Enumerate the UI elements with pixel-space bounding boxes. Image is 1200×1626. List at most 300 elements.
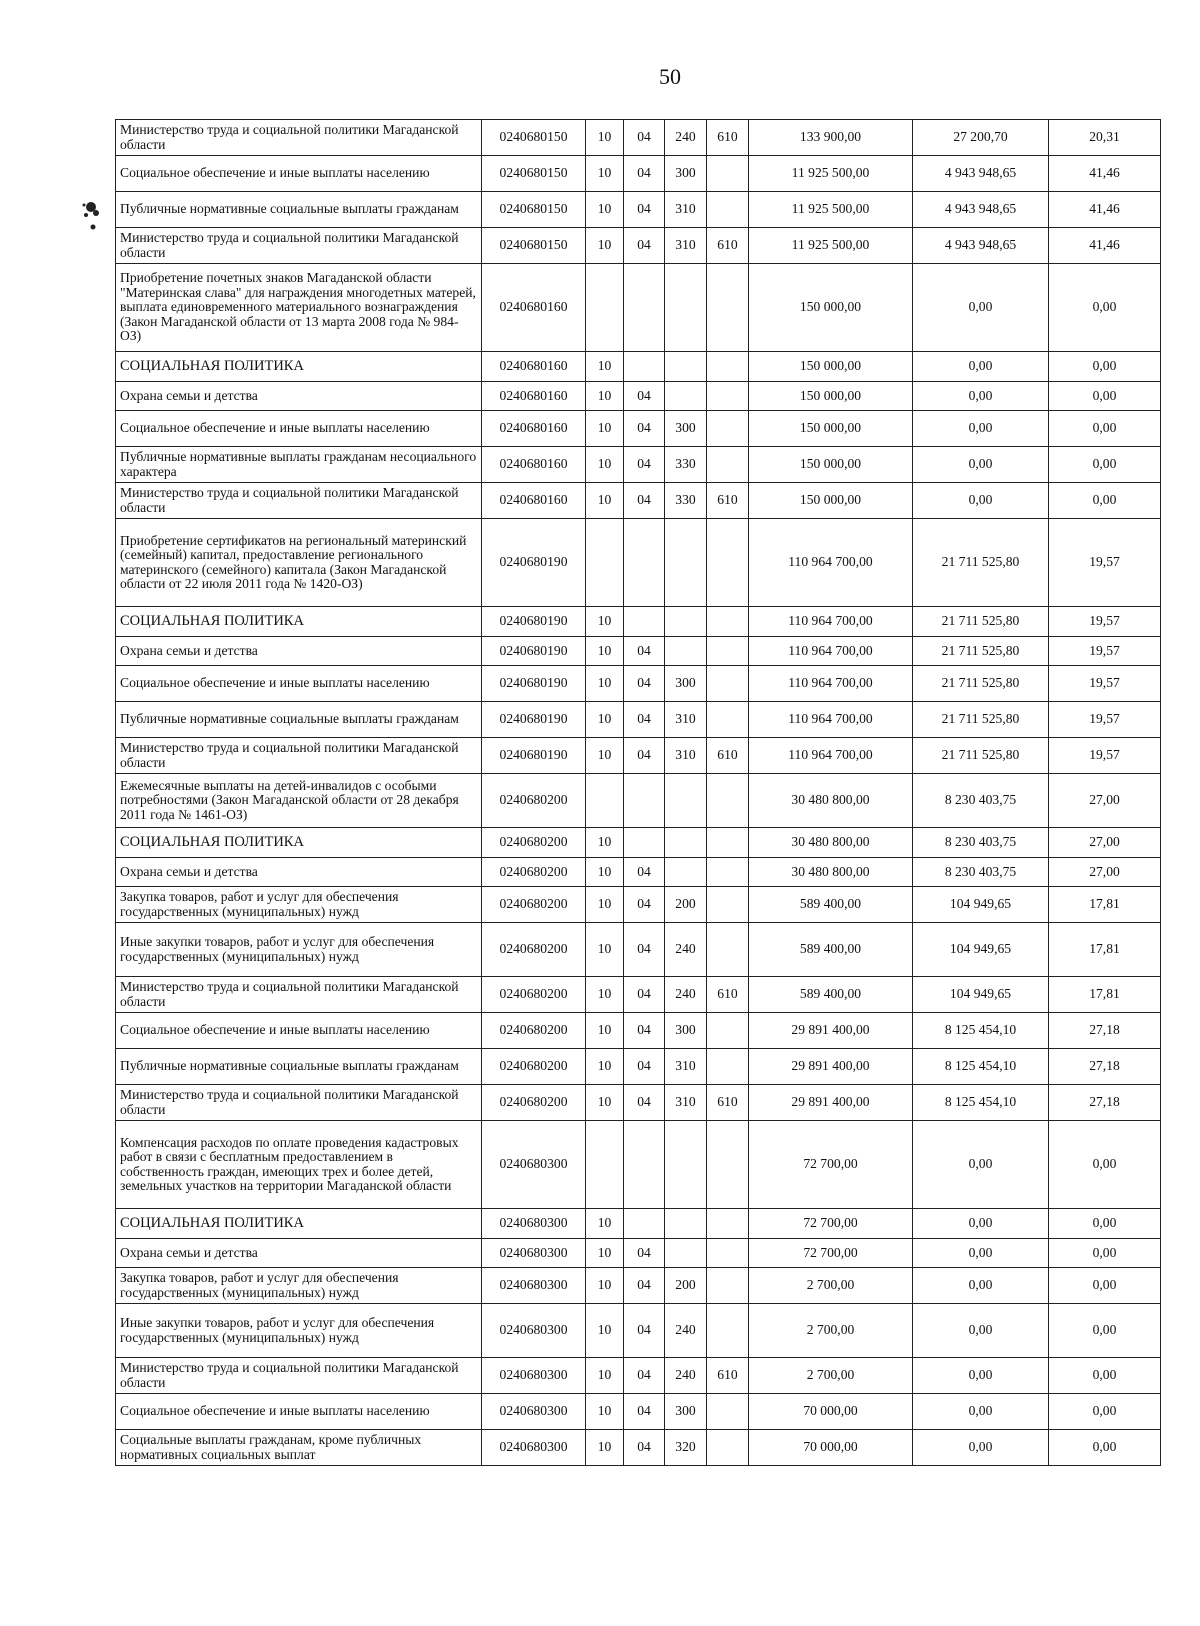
actual-amount-cell: 4 943 948,65 (913, 192, 1049, 228)
percent-cell: 17,81 (1049, 887, 1161, 923)
plan-amount-cell: 70 000,00 (749, 1394, 913, 1430)
expense-type-cell: 300 (665, 156, 707, 192)
section-code-cell: 10 (586, 1430, 624, 1466)
percent-cell: 27,18 (1049, 1085, 1161, 1121)
target-code-cell: 0240680200 (482, 1085, 586, 1121)
subsection-code-cell: 04 (624, 1430, 665, 1466)
plan-amount-cell: 150 000,00 (749, 264, 913, 352)
actual-amount-cell: 21 711 525,80 (913, 607, 1049, 637)
administrator-code-cell (707, 1239, 749, 1268)
table-row (116, 264, 1161, 352)
row-name-cell: Министерство труда и социальной политики Магаданской области (116, 1358, 482, 1394)
actual-amount-cell: 0,00 (913, 411, 1049, 447)
actual-amount-cell: 0,00 (913, 1430, 1049, 1466)
plan-amount-cell: 133 900,00 (749, 120, 913, 156)
actual-amount-cell: 8 125 454,10 (913, 1013, 1049, 1049)
percent-cell: 0,00 (1049, 264, 1161, 352)
actual-amount-cell: 8 125 454,10 (913, 1085, 1049, 1121)
row-name-cell: Закупка товаров, работ и услуг для обеспечения государственных (муниципальных) нужд (116, 1268, 482, 1304)
section-code-cell: 10 (586, 1239, 624, 1268)
percent-cell: 19,57 (1049, 607, 1161, 637)
section-code-cell: 10 (586, 858, 624, 887)
administrator-code-cell (707, 1013, 749, 1049)
percent-cell: 0,00 (1049, 411, 1161, 447)
expense-type-cell (665, 352, 707, 382)
section-code-cell: 10 (586, 637, 624, 666)
section-code-cell: 10 (586, 887, 624, 923)
percent-cell: 27,00 (1049, 858, 1161, 887)
subsection-code-cell: 04 (624, 977, 665, 1013)
subsection-code-cell (624, 1209, 665, 1239)
expense-type-cell: 310 (665, 702, 707, 738)
table-row (116, 120, 1161, 156)
expense-type-cell: 240 (665, 977, 707, 1013)
table-row (116, 1085, 1161, 1121)
row-name-cell: Охрана семьи и детства (116, 858, 482, 887)
target-code-cell: 0240680200 (482, 887, 586, 923)
row-name-cell: Социальные выплаты гражданам, кроме публичных нормативных социальных выплат (116, 1430, 482, 1466)
expense-type-cell (665, 607, 707, 637)
administrator-code-cell (707, 352, 749, 382)
table-row (116, 858, 1161, 887)
actual-amount-cell: 0,00 (913, 1268, 1049, 1304)
subsection-code-cell (624, 519, 665, 607)
actual-amount-cell: 21 711 525,80 (913, 666, 1049, 702)
expense-type-cell: 300 (665, 1013, 707, 1049)
expense-type-cell: 310 (665, 1085, 707, 1121)
subsection-code-cell (624, 607, 665, 637)
section-code-cell: 10 (586, 156, 624, 192)
administrator-code-cell (707, 1049, 749, 1085)
actual-amount-cell: 0,00 (913, 352, 1049, 382)
actual-amount-cell: 0,00 (913, 1209, 1049, 1239)
administrator-code-cell: 610 (707, 483, 749, 519)
row-name-cell: Ежемесячные выплаты на детей-инвалидов с особыми потребностями (Закон Магаданской области от 28 декабря 2011 года № 1461-ОЗ) (116, 774, 482, 828)
table-row (116, 411, 1161, 447)
expense-type-cell (665, 858, 707, 887)
table-row (116, 483, 1161, 519)
section-code-cell: 10 (586, 607, 624, 637)
row-name-cell: Публичные нормативные социальные выплаты гражданам (116, 702, 482, 738)
plan-amount-cell: 2 700,00 (749, 1358, 913, 1394)
row-name-cell: СОЦИАЛЬНАЯ ПОЛИТИКА (116, 828, 482, 858)
expense-type-cell (665, 264, 707, 352)
expense-type-cell (665, 1121, 707, 1209)
administrator-code-cell (707, 1304, 749, 1358)
percent-cell: 27,18 (1049, 1049, 1161, 1085)
table-row (116, 1430, 1161, 1466)
row-name-cell: Министерство труда и социальной политики Магаданской области (116, 977, 482, 1013)
expense-type-cell (665, 519, 707, 607)
administrator-code-cell (707, 447, 749, 483)
administrator-code-cell: 610 (707, 120, 749, 156)
subsection-code-cell: 04 (624, 483, 665, 519)
plan-amount-cell: 29 891 400,00 (749, 1085, 913, 1121)
target-code-cell: 0240680200 (482, 1013, 586, 1049)
target-code-cell: 0240680150 (482, 156, 586, 192)
administrator-code-cell (707, 264, 749, 352)
percent-cell: 41,46 (1049, 156, 1161, 192)
row-name-cell: Министерство труда и социальной политики Магаданской области (116, 738, 482, 774)
plan-amount-cell: 2 700,00 (749, 1268, 913, 1304)
target-code-cell: 0240680300 (482, 1268, 586, 1304)
target-code-cell: 0240680200 (482, 828, 586, 858)
subsection-code-cell: 04 (624, 1358, 665, 1394)
table-body (116, 120, 1161, 1466)
table-row (116, 352, 1161, 382)
section-code-cell: 10 (586, 923, 624, 977)
section-code-cell: 10 (586, 228, 624, 264)
table-row (116, 156, 1161, 192)
percent-cell: 0,00 (1049, 1239, 1161, 1268)
expense-type-cell: 310 (665, 738, 707, 774)
plan-amount-cell: 70 000,00 (749, 1430, 913, 1466)
actual-amount-cell: 0,00 (913, 264, 1049, 352)
plan-amount-cell: 30 480 800,00 (749, 828, 913, 858)
target-code-cell: 0240680190 (482, 519, 586, 607)
plan-amount-cell: 150 000,00 (749, 382, 913, 411)
plan-amount-cell: 110 964 700,00 (749, 702, 913, 738)
actual-amount-cell: 104 949,65 (913, 923, 1049, 977)
plan-amount-cell: 150 000,00 (749, 483, 913, 519)
expense-type-cell: 240 (665, 1304, 707, 1358)
subsection-code-cell: 04 (624, 1049, 665, 1085)
target-code-cell: 0240680190 (482, 738, 586, 774)
table-row (116, 228, 1161, 264)
percent-cell: 17,81 (1049, 977, 1161, 1013)
subsection-code-cell: 04 (624, 702, 665, 738)
plan-amount-cell: 110 964 700,00 (749, 607, 913, 637)
section-code-cell: 10 (586, 1013, 624, 1049)
plan-amount-cell: 589 400,00 (749, 977, 913, 1013)
subsection-code-cell: 04 (624, 120, 665, 156)
row-name-cell: Охрана семьи и детства (116, 382, 482, 411)
expense-type-cell: 240 (665, 120, 707, 156)
percent-cell: 17,81 (1049, 923, 1161, 977)
actual-amount-cell: 21 711 525,80 (913, 738, 1049, 774)
expense-type-cell: 240 (665, 923, 707, 977)
percent-cell: 0,00 (1049, 1358, 1161, 1394)
section-code-cell (586, 519, 624, 607)
subsection-code-cell (624, 1121, 665, 1209)
plan-amount-cell: 29 891 400,00 (749, 1013, 913, 1049)
budget-table (115, 119, 1161, 1466)
row-name-cell: Социальное обеспечение и иные выплаты населению (116, 1013, 482, 1049)
administrator-code-cell (707, 519, 749, 607)
percent-cell: 0,00 (1049, 1121, 1161, 1209)
administrator-code-cell (707, 666, 749, 702)
section-code-cell (586, 1121, 624, 1209)
table-row (116, 738, 1161, 774)
administrator-code-cell (707, 702, 749, 738)
row-name-cell: Социальное обеспечение и иные выплаты населению (116, 156, 482, 192)
subsection-code-cell (624, 774, 665, 828)
plan-amount-cell: 29 891 400,00 (749, 1049, 913, 1085)
actual-amount-cell: 8 230 403,75 (913, 774, 1049, 828)
administrator-code-cell (707, 774, 749, 828)
subsection-code-cell: 04 (624, 887, 665, 923)
administrator-code-cell (707, 887, 749, 923)
expense-type-cell: 310 (665, 192, 707, 228)
section-code-cell: 10 (586, 192, 624, 228)
target-code-cell: 0240680150 (482, 192, 586, 228)
percent-cell: 0,00 (1049, 1268, 1161, 1304)
subsection-code-cell: 04 (624, 923, 665, 977)
section-code-cell: 10 (586, 411, 624, 447)
section-code-cell: 10 (586, 1049, 624, 1085)
actual-amount-cell: 0,00 (913, 1394, 1049, 1430)
table-row (116, 1394, 1161, 1430)
row-name-cell: Закупка товаров, работ и услуг для обеспечения государственных (муниципальных) нужд (116, 887, 482, 923)
plan-amount-cell: 589 400,00 (749, 887, 913, 923)
table-row (116, 519, 1161, 607)
expense-type-cell (665, 637, 707, 666)
section-code-cell: 10 (586, 447, 624, 483)
row-name-cell: Социальное обеспечение и иные выплаты населению (116, 411, 482, 447)
percent-cell: 0,00 (1049, 1394, 1161, 1430)
administrator-code-cell (707, 192, 749, 228)
administrator-code-cell: 610 (707, 738, 749, 774)
target-code-cell: 0240680160 (482, 483, 586, 519)
plan-amount-cell: 110 964 700,00 (749, 637, 913, 666)
target-code-cell: 0240680160 (482, 447, 586, 483)
percent-cell: 0,00 (1049, 1304, 1161, 1358)
subsection-code-cell: 04 (624, 228, 665, 264)
row-name-cell: Министерство труда и социальной политики Магаданской области (116, 120, 482, 156)
table-row (116, 887, 1161, 923)
percent-cell: 0,00 (1049, 447, 1161, 483)
table-row (116, 1121, 1161, 1209)
section-code-cell: 10 (586, 977, 624, 1013)
expense-type-cell: 200 (665, 887, 707, 923)
administrator-code-cell (707, 1121, 749, 1209)
table-row (116, 923, 1161, 977)
table-row (116, 1049, 1161, 1085)
section-code-cell: 10 (586, 1085, 624, 1121)
expense-type-cell: 300 (665, 1394, 707, 1430)
plan-amount-cell: 150 000,00 (749, 447, 913, 483)
administrator-code-cell: 610 (707, 1358, 749, 1394)
expense-type-cell (665, 774, 707, 828)
target-code-cell: 0240680190 (482, 637, 586, 666)
target-code-cell: 0240680200 (482, 977, 586, 1013)
page-number: 50 (659, 64, 681, 89)
administrator-code-cell: 610 (707, 1085, 749, 1121)
administrator-code-cell: 610 (707, 977, 749, 1013)
expense-type-cell: 200 (665, 1268, 707, 1304)
subsection-code-cell: 04 (624, 1239, 665, 1268)
actual-amount-cell: 0,00 (913, 382, 1049, 411)
administrator-code-cell (707, 1209, 749, 1239)
percent-cell: 20,31 (1049, 120, 1161, 156)
administrator-code-cell (707, 382, 749, 411)
target-code-cell: 0240680160 (482, 382, 586, 411)
actual-amount-cell: 104 949,65 (913, 977, 1049, 1013)
section-code-cell: 10 (586, 828, 624, 858)
expense-type-cell: 240 (665, 1358, 707, 1394)
expense-type-cell: 300 (665, 411, 707, 447)
plan-amount-cell: 72 700,00 (749, 1209, 913, 1239)
actual-amount-cell: 0,00 (913, 483, 1049, 519)
subsection-code-cell: 04 (624, 1304, 665, 1358)
subsection-code-cell: 04 (624, 1268, 665, 1304)
section-code-cell: 10 (586, 1394, 624, 1430)
plan-amount-cell: 2 700,00 (749, 1304, 913, 1358)
table-row (116, 637, 1161, 666)
administrator-code-cell (707, 1394, 749, 1430)
row-name-cell: Охрана семьи и детства (116, 637, 482, 666)
table-row (116, 382, 1161, 411)
row-name-cell: Охрана семьи и детства (116, 1239, 482, 1268)
target-code-cell: 0240680150 (482, 228, 586, 264)
target-code-cell: 0240680150 (482, 120, 586, 156)
actual-amount-cell: 0,00 (913, 1358, 1049, 1394)
expense-type-cell: 310 (665, 228, 707, 264)
actual-amount-cell: 8 230 403,75 (913, 828, 1049, 858)
target-code-cell: 0240680300 (482, 1209, 586, 1239)
actual-amount-cell: 8 230 403,75 (913, 858, 1049, 887)
row-name-cell: Социальное обеспечение и иные выплаты населению (116, 1394, 482, 1430)
percent-cell: 27,00 (1049, 774, 1161, 828)
row-name-cell: Приобретение сертификатов на региональный материнский (семейный) капитал, предоставление регионального материнского (семейного) капитала (Закон Магаданской области от 22 июля 2011 года № 1420-ОЗ) (116, 519, 482, 607)
table-row (116, 977, 1161, 1013)
target-code-cell: 0240680190 (482, 702, 586, 738)
subsection-code-cell: 04 (624, 1085, 665, 1121)
percent-cell: 0,00 (1049, 352, 1161, 382)
row-name-cell: Компенсация расходов по оплате проведения кадастровых работ в связи с бесплатным предоставлением в собственность граждан, имеющих трех и более детей, земельных участков на территории Магаданской области (116, 1121, 482, 1209)
administrator-code-cell (707, 858, 749, 887)
plan-amount-cell: 11 925 500,00 (749, 228, 913, 264)
target-code-cell: 0240680200 (482, 774, 586, 828)
percent-cell: 41,46 (1049, 192, 1161, 228)
target-code-cell: 0240680160 (482, 264, 586, 352)
target-code-cell: 0240680190 (482, 666, 586, 702)
subsection-code-cell: 04 (624, 447, 665, 483)
subsection-code-cell: 04 (624, 1394, 665, 1430)
target-code-cell: 0240680300 (482, 1358, 586, 1394)
target-code-cell: 0240680300 (482, 1239, 586, 1268)
subsection-code-cell (624, 352, 665, 382)
administrator-code-cell (707, 828, 749, 858)
expense-type-cell: 300 (665, 666, 707, 702)
table-row (116, 607, 1161, 637)
actual-amount-cell: 27 200,70 (913, 120, 1049, 156)
actual-amount-cell: 21 711 525,80 (913, 702, 1049, 738)
plan-amount-cell: 110 964 700,00 (749, 519, 913, 607)
plan-amount-cell: 72 700,00 (749, 1239, 913, 1268)
expense-type-cell (665, 1239, 707, 1268)
table-row (116, 828, 1161, 858)
actual-amount-cell: 0,00 (913, 1121, 1049, 1209)
administrator-code-cell (707, 156, 749, 192)
target-code-cell: 0240680300 (482, 1394, 586, 1430)
row-name-cell: Министерство труда и социальной политики Магаданской области (116, 228, 482, 264)
row-name-cell: Иные закупки товаров, работ и услуг для обеспечения государственных (муниципальных) нужд (116, 923, 482, 977)
target-code-cell: 0240680160 (482, 352, 586, 382)
row-name-cell: Иные закупки товаров, работ и услуг для обеспечения государственных (муниципальных) нужд (116, 1304, 482, 1358)
plan-amount-cell: 11 925 500,00 (749, 156, 913, 192)
row-name-cell: Публичные нормативные социальные выплаты гражданам (116, 1049, 482, 1085)
section-code-cell: 10 (586, 352, 624, 382)
subsection-code-cell: 04 (624, 637, 665, 666)
table-row (116, 1268, 1161, 1304)
expense-type-cell: 320 (665, 1430, 707, 1466)
subsection-code-cell (624, 264, 665, 352)
plan-amount-cell: 11 925 500,00 (749, 192, 913, 228)
actual-amount-cell: 0,00 (913, 1239, 1049, 1268)
target-code-cell: 0240680200 (482, 858, 586, 887)
table-row (116, 774, 1161, 828)
target-code-cell: 0240680300 (482, 1121, 586, 1209)
row-name-cell: Приобретение почетных знаков Магаданской области "Материнская слава" для награждения многодетных матерей, выплата единовременного материального вознаграждения (Закон Магаданской области от 13 марта 2008 года № 984-ОЗ) (116, 264, 482, 352)
actual-amount-cell: 4 943 948,65 (913, 156, 1049, 192)
percent-cell: 0,00 (1049, 382, 1161, 411)
plan-amount-cell: 150 000,00 (749, 411, 913, 447)
percent-cell: 0,00 (1049, 1209, 1161, 1239)
section-code-cell: 10 (586, 382, 624, 411)
percent-cell: 0,00 (1049, 483, 1161, 519)
expense-type-cell: 330 (665, 483, 707, 519)
row-name-cell: Публичные нормативные социальные выплаты гражданам (116, 192, 482, 228)
actual-amount-cell: 4 943 948,65 (913, 228, 1049, 264)
percent-cell: 41,46 (1049, 228, 1161, 264)
administrator-code-cell (707, 1268, 749, 1304)
row-name-cell: Публичные нормативные выплаты гражданам несоциального характера (116, 447, 482, 483)
target-code-cell: 0240680200 (482, 923, 586, 977)
expense-type-cell (665, 828, 707, 858)
plan-amount-cell: 30 480 800,00 (749, 774, 913, 828)
actual-amount-cell: 21 711 525,80 (913, 519, 1049, 607)
subsection-code-cell: 04 (624, 156, 665, 192)
percent-cell: 19,57 (1049, 519, 1161, 607)
row-name-cell: СОЦИАЛЬНАЯ ПОЛИТИКА (116, 1209, 482, 1239)
section-code-cell: 10 (586, 1304, 624, 1358)
plan-amount-cell: 110 964 700,00 (749, 666, 913, 702)
target-code-cell: 0240680160 (482, 411, 586, 447)
plan-amount-cell: 589 400,00 (749, 923, 913, 977)
administrator-code-cell (707, 923, 749, 977)
subsection-code-cell: 04 (624, 738, 665, 774)
scan-speck (76, 197, 106, 237)
row-name-cell: Социальное обеспечение и иные выплаты населению (116, 666, 482, 702)
section-code-cell: 10 (586, 483, 624, 519)
administrator-code-cell (707, 1430, 749, 1466)
percent-cell: 19,57 (1049, 637, 1161, 666)
section-code-cell: 10 (586, 120, 624, 156)
target-code-cell: 0240680300 (482, 1430, 586, 1466)
table-row (116, 702, 1161, 738)
actual-amount-cell: 0,00 (913, 1304, 1049, 1358)
target-code-cell: 0240680190 (482, 607, 586, 637)
subsection-code-cell: 04 (624, 858, 665, 887)
section-code-cell (586, 774, 624, 828)
subsection-code-cell: 04 (624, 192, 665, 228)
table-row (116, 1358, 1161, 1394)
table-row (116, 666, 1161, 702)
section-code-cell (586, 264, 624, 352)
row-name-cell: СОЦИАЛЬНАЯ ПОЛИТИКА (116, 607, 482, 637)
table-row (116, 192, 1161, 228)
table-row (116, 1013, 1161, 1049)
section-code-cell: 10 (586, 702, 624, 738)
plan-amount-cell: 72 700,00 (749, 1121, 913, 1209)
percent-cell: 0,00 (1049, 1430, 1161, 1466)
section-code-cell: 10 (586, 1358, 624, 1394)
actual-amount-cell: 104 949,65 (913, 887, 1049, 923)
table-row (116, 447, 1161, 483)
expense-type-cell (665, 382, 707, 411)
percent-cell: 19,57 (1049, 666, 1161, 702)
